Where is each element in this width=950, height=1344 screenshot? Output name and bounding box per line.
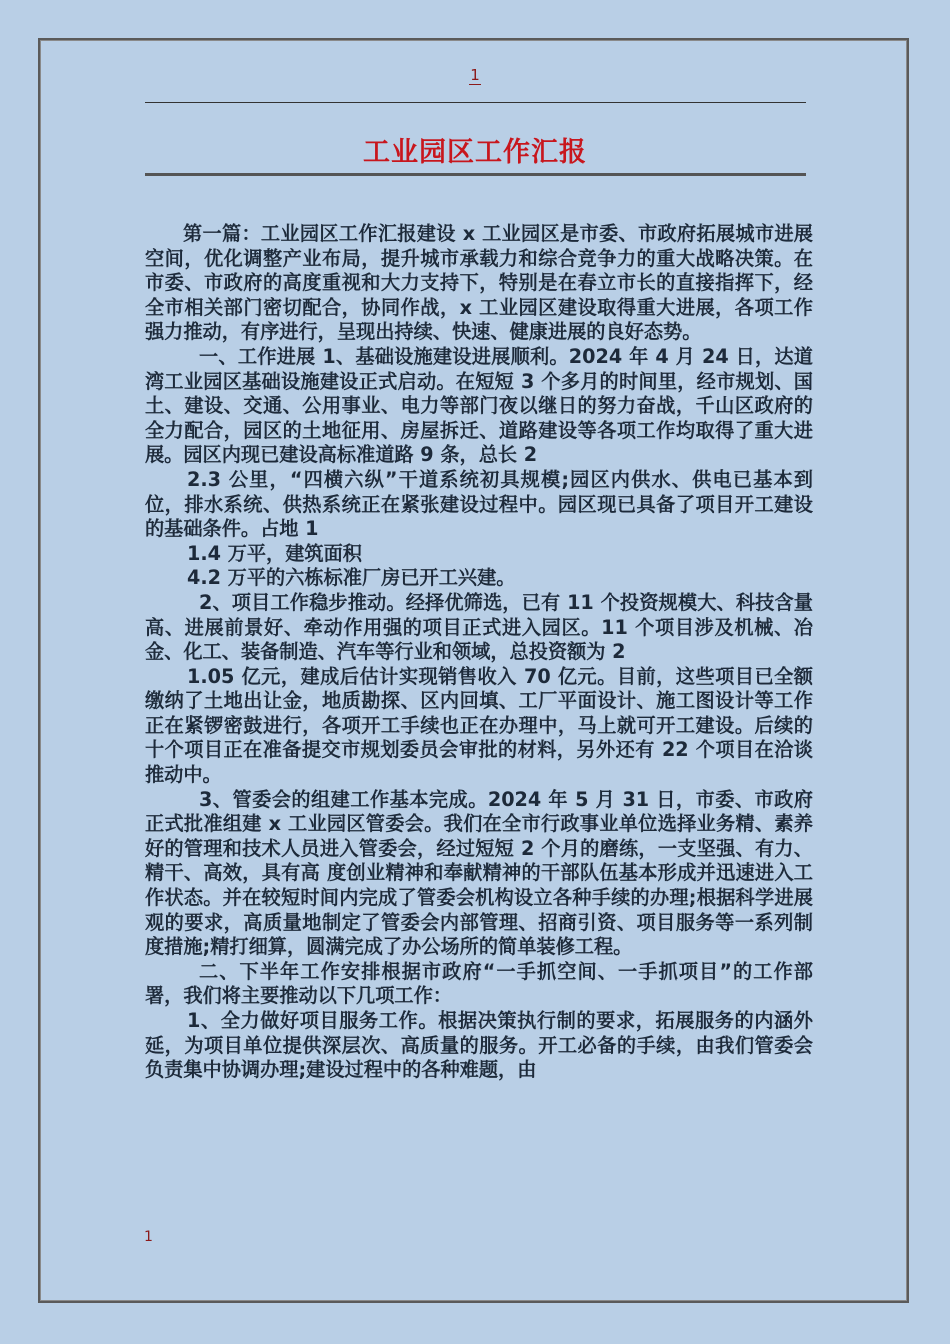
paragraph: 1.4 万平，建筑面积 [187, 541, 362, 565]
paragraph: 一、工作进展 1、基础设施建设进展顺利。2024 年 4 月 24 日，达道湾工业园区基础设施建设正式启动。在短短 3 个多月的时间里，经市规划、国土、建设、交通、公用事业、电力等部门夜以继日的努力奋战，千山区政府的全力配合，园区的土地征用、房屋拆迁、道路建设等各项工作均取得了重大进展。园区内现已建设高标准道路 9 条，总长 2 [145, 344, 813, 467]
paragraph: 第一篇：工业园区工作汇报建设 x 工业园区是市委、市政府拓展城市进展空间，优化调整产业布局，提升城市承载力和综合竞争力的重大战略决策。在市委、市政府的高度重视和大力支持下，特别是在春立市长的直接指挥下，经全市相关部门密切配合，协同作战，x 工业园区建设取得重大进展，各项工作强力推动，有序进行，呈现出持续、快速、健康进展的良好态势。 [145, 222, 813, 344]
document-body [145, 222, 813, 1083]
document-title: 工业园区工作汇报 [363, 137, 587, 168]
paragraph: 2.3 公里，“四横六纵”干道系统初具规模;园区内供水、供电已基本到位，排水系统、供热系统正在紧张建设过程中。园区现已具备了项目开工建设的基础条件。占地 1 [145, 467, 813, 541]
header-page-number [0, 66, 950, 84]
paragraph: 1、全力做好项目服务工作。根据决策执行制的要求，拓展服务的内涵外延，为项目单位提供深层次、高质量的服务。开工必备的手续，由我们管委会负责集中协调办理;建设过程中的各种难题，由 [145, 1009, 813, 1082]
title-rule [145, 173, 806, 176]
paragraph: 3、管委会的组建工作基本完成。2024 年 5 月 31 日，市委、市政府正式批准组建 x 工业园区管委会。我们在全市行政事业单位选择业务精、素养好的管理和技术人员进入管委会，经过短短 2 个月的磨练，一支坚强、有力、精干、高效，具有高 度创业精神和奉献精神的干部队伍基本形成并迅速进入工作状态。并在较短时间内完成了管委会机构设立各种手续的办理;根据科学进展观的要求，高质量地制定了管委会内部管理、招商引资、项目服务等一系列制度措施;精打细算，圆满完成了办公场所的简单装修工程。 [145, 787, 813, 959]
header-page-number-text: 1 [470, 66, 480, 84]
paragraph: 4.2 万平的六栋标准厂房已开工兴建。 [187, 566, 516, 590]
footer-page-number: 1 [144, 1229, 153, 1245]
paragraph: 1.05 亿元，建成后估计实现销售收入 70 亿元。目前，这些项目已全额缴纳了土地出让金，地质勘探、区内回填、工厂平面设计、施工图设计等工作正在紧锣密鼓进行，各项开工手续也正在办理中，马上就可开工建设。后续的十个项目正在准备提交市规划委员会审批的材料，另外还有 22 个项目在洽谈推动中。 [145, 664, 813, 787]
paragraph: 2、项目工作稳步推动。经择优筛选，已有 11 个投资规模大、科技含量高、进展前景好、牵动作用强的项目正式进入园区。11 个项目涉及机械、冶金、化工、装备制造、汽车等行业和领域，总投资额为 2 [145, 590, 813, 664]
header-rule [145, 102, 806, 103]
paragraph: 二、下半年工作安排根据市政府“一手抓空间、一手抓项目”的工作部署，我们将主要推动以下几项工作： [145, 959, 813, 1008]
